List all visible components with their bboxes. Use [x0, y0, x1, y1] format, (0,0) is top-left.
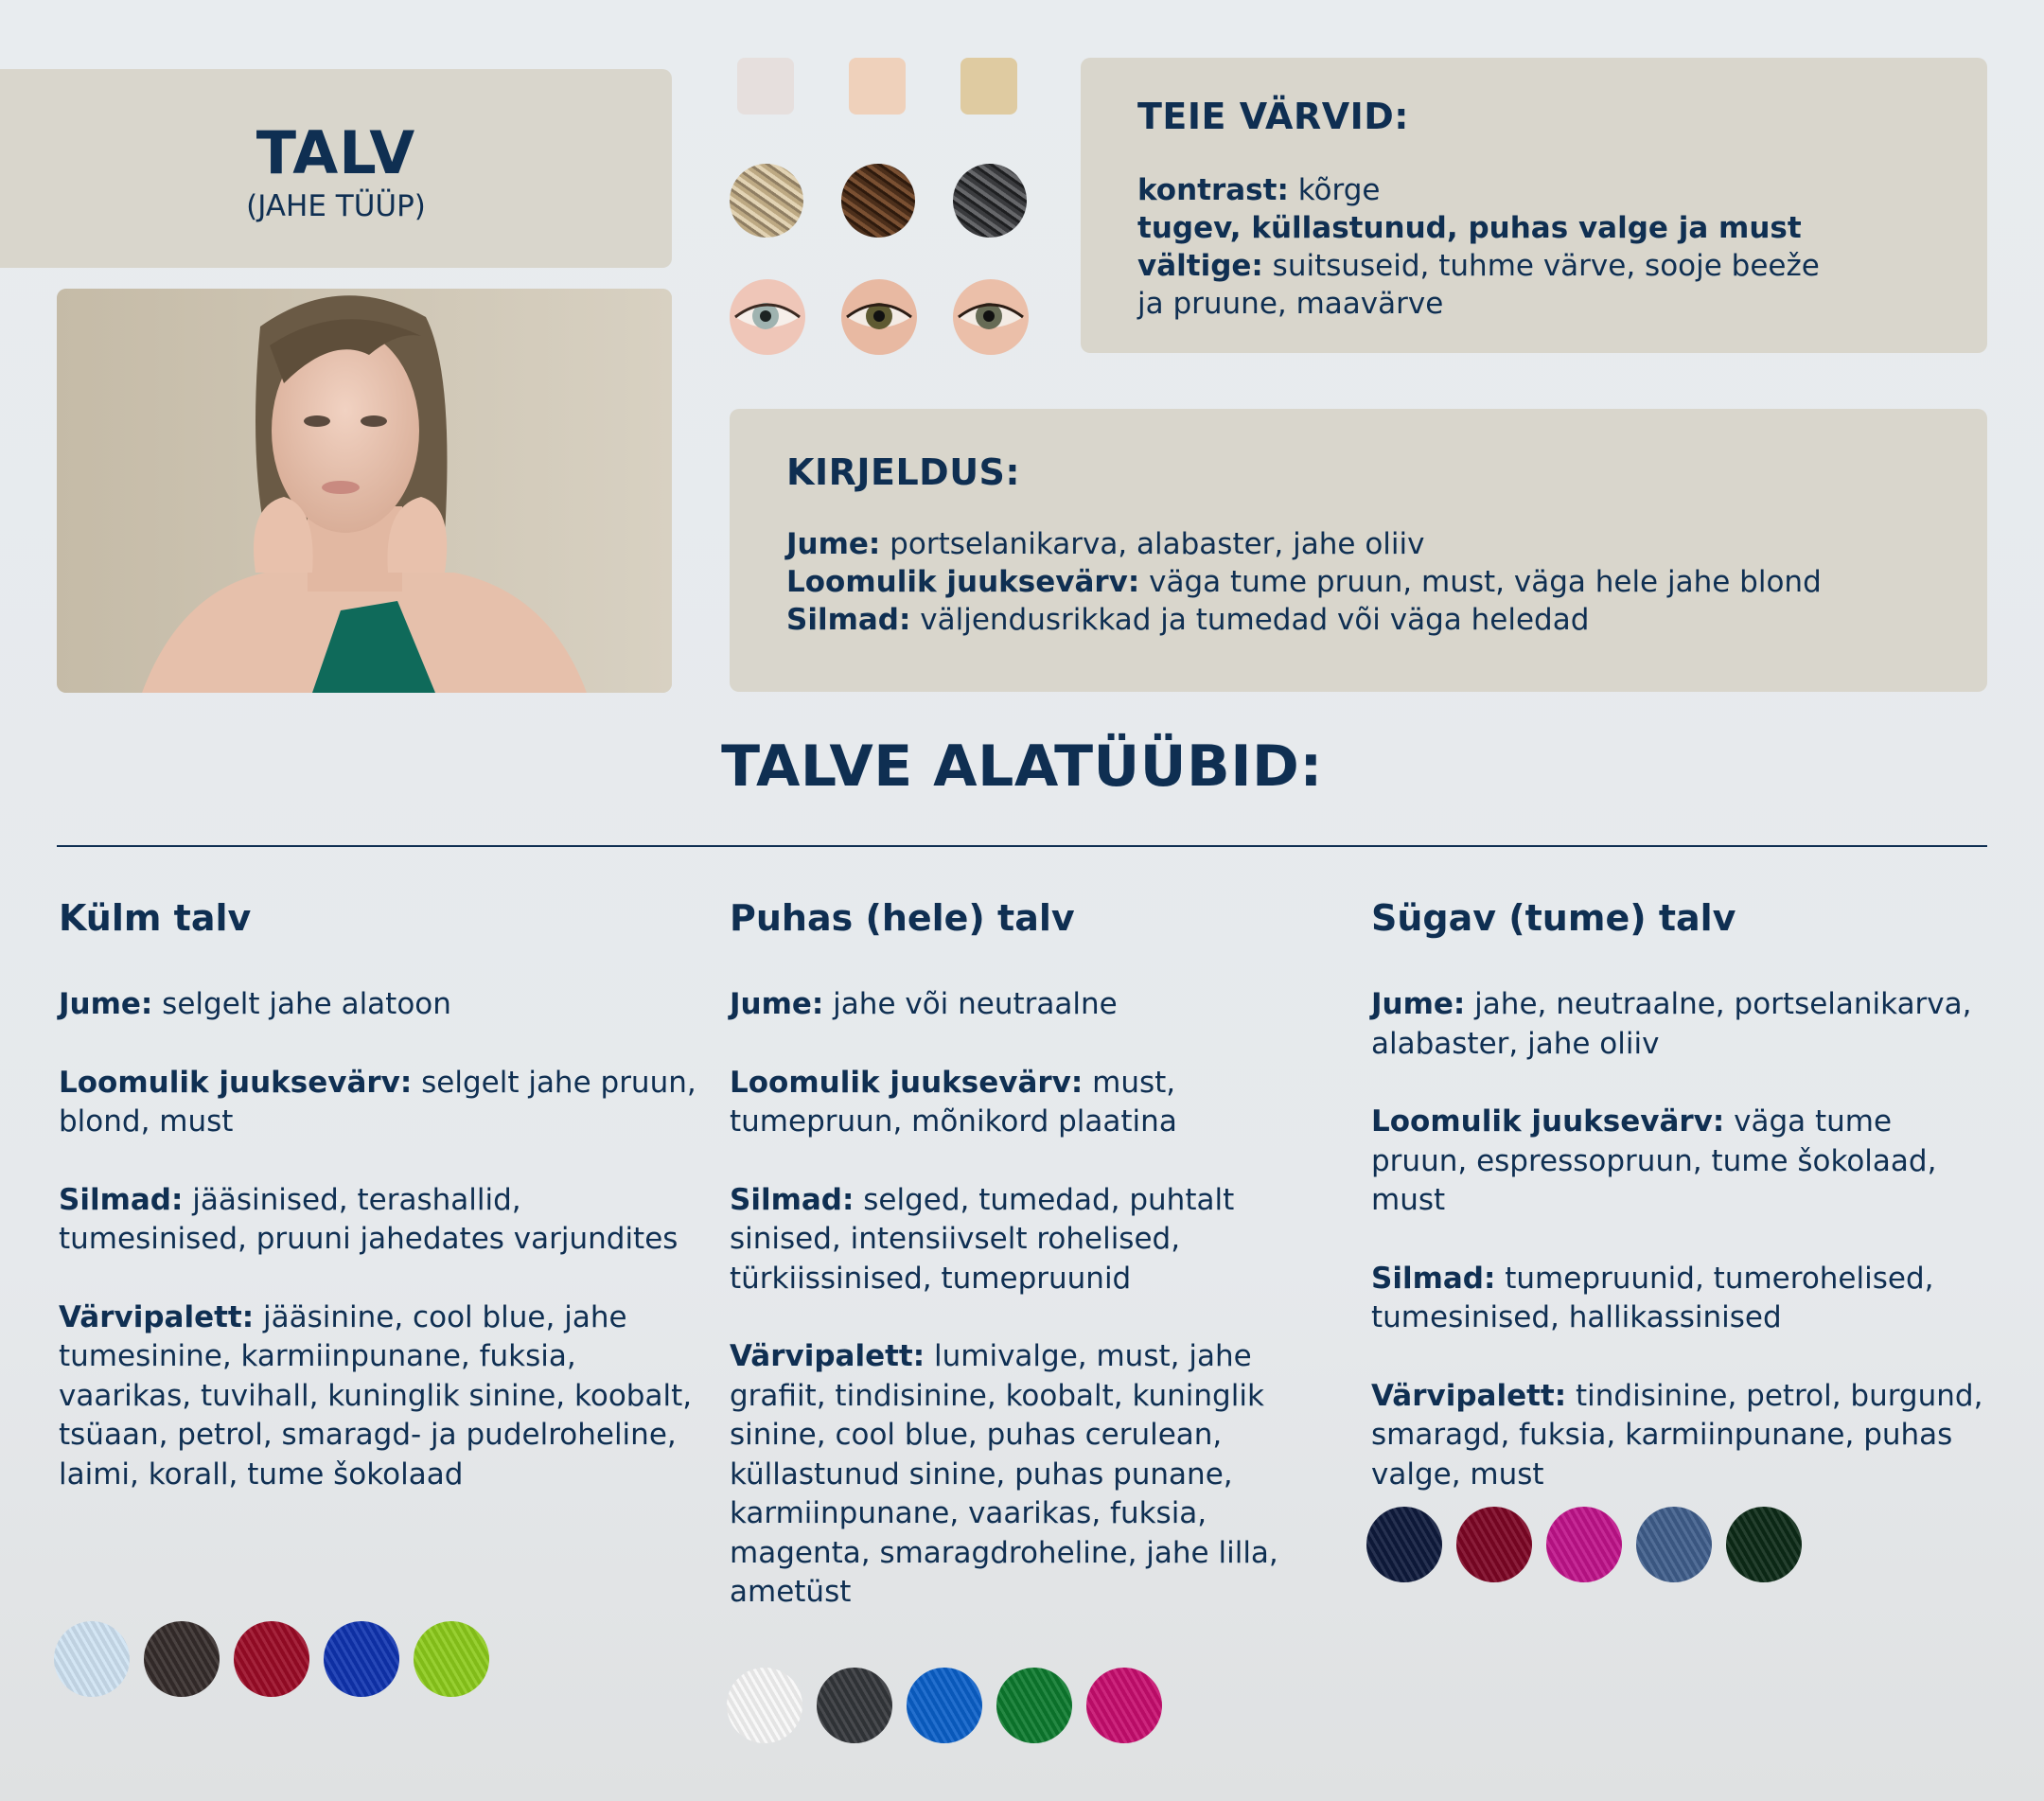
- hair-line: [786, 563, 1987, 601]
- subtype-column-clear-winter: [730, 894, 1297, 1651]
- subtype-palette: [730, 1337, 1297, 1613]
- contrast-value: kõrge: [1288, 173, 1381, 207]
- subtype-skin-value: selgelt jahe alatoon: [152, 987, 451, 1021]
- skin-line: [786, 525, 1987, 563]
- skin-swatch-porcelain: [737, 58, 794, 115]
- skin-swatch-peach: [849, 58, 906, 115]
- subtype-eyes-value: tumepruunid, tumerohelised, tumesinised, hallikassinised: [1371, 1261, 1934, 1334]
- contrast-label: kontrast:: [1137, 173, 1289, 207]
- subtype-hair: [59, 1064, 702, 1142]
- subtype-hair-label: Loomulik juuksevärv:: [730, 1065, 1084, 1100]
- hair-swatch-dark-brown: [841, 164, 915, 238]
- palette-swatch: [324, 1621, 399, 1697]
- palette-swatch: [1086, 1668, 1162, 1743]
- subtype-palette-value: lumivalge, must, jahe grafiit, tindisinine, koobalt, kuninglik sinine, cool blue, puhas cerulean, küllastunud sinine, puhas punane, karmiinpunane, vaarikas, fuksia, magenta, smaragdroheline, jahe lilla, ametüst: [730, 1339, 1278, 1609]
- subtype-eyes: [730, 1181, 1297, 1299]
- subtype-column-cold-winter: [59, 894, 702, 1533]
- subtype-eyes: [59, 1181, 702, 1260]
- palette-swatch: [144, 1621, 220, 1697]
- palette-swatch: [1366, 1507, 1442, 1582]
- model-photo-illustration: [57, 289, 672, 693]
- hair-swatch-black: [953, 164, 1027, 238]
- subtype-title: Puhas (hele) talv: [730, 897, 1075, 939]
- eye-swatch-grey-green: [953, 279, 1029, 355]
- subtype-eyes-label: Silmad:: [59, 1182, 184, 1217]
- subtype-title: Sügav (tume) talv: [1371, 897, 1736, 939]
- palette-swatch: [234, 1621, 309, 1697]
- description-heading: KIRJELDUS:: [786, 451, 1021, 493]
- subtype-eyes-value: selged, tumedad, puhtalt sinised, intensiivselt rohelised, türkiissinised, tumepruunid: [730, 1182, 1235, 1296]
- contrast-line: [1137, 171, 1987, 209]
- subtype-palette: [1371, 1377, 1986, 1495]
- subtype-hair-label: Loomulik juuksevärv:: [59, 1065, 413, 1100]
- hair-value: väga tume pruun, must, väga hele jahe blond: [1139, 565, 1822, 599]
- subtype-skin-value: jahe, neutraalne, portselanikarva, alabaster, jahe oliiv: [1371, 987, 1972, 1061]
- subtype-hair-value: selgelt jahe pruun, blond, must: [59, 1065, 696, 1139]
- subtype-skin: [1371, 985, 1986, 1064]
- avoid-line: [1137, 247, 1987, 285]
- subtype-palette-label: Värvipalett:: [1371, 1378, 1567, 1413]
- avoid-line-2: ja pruune, maavärve: [1137, 287, 1444, 321]
- subtypes-title: TALVE ALATÜÜBID:: [721, 733, 1323, 800]
- your-colors-panel: [1081, 58, 1987, 353]
- palette-swatch: [907, 1668, 982, 1743]
- subtype-eyes: [1371, 1260, 1986, 1338]
- subtype-hair-value: must, tumepruun, mõnikord plaatina: [730, 1065, 1177, 1139]
- subtype-palette-value: tindisinine, petrol, burgund, smaragd, fuksia, karmiinpunane, puhas valge, must: [1371, 1378, 1983, 1492]
- skin-label: Jume:: [786, 527, 881, 561]
- subtype-hair: [1371, 1103, 1986, 1221]
- avoid-label: vältige:: [1137, 249, 1263, 283]
- eye-swatch-light-blue: [730, 279, 805, 355]
- palette-swatch: [54, 1621, 130, 1697]
- subtype-column-deep-winter: [1371, 894, 1986, 1533]
- section-divider: [57, 845, 1987, 847]
- model-photo: [57, 289, 672, 693]
- skin-swatch-olive: [960, 58, 1017, 115]
- strong-colors-line: [1137, 209, 1987, 247]
- subtype-skin-label: Jume:: [730, 987, 824, 1021]
- avoid-value: suitsuseid, tuhme värve, sooje beeže: [1262, 249, 1820, 283]
- palette-swatch: [414, 1621, 489, 1697]
- eyes-value: väljendusrikkad ja tumedad või väga heledad: [910, 603, 1590, 637]
- strong-colors-text: tugev, küllastunud, puhas valge ja must: [1137, 211, 1802, 245]
- subtype-eyes-label: Silmad:: [730, 1182, 855, 1217]
- subtype-palette-label: Värvipalett:: [730, 1339, 925, 1373]
- subtype-hair: [730, 1064, 1297, 1142]
- subtype-palette: [59, 1298, 702, 1495]
- palette-swatch: [1456, 1507, 1532, 1582]
- your-colors-heading: TEIE VÄRVID:: [1137, 96, 1409, 137]
- subtype-skin: [59, 985, 702, 1025]
- subtype-skin-value: jahe või neutraalne: [823, 987, 1118, 1021]
- subtype-hair-label: Loomulik juuksevärv:: [1371, 1104, 1725, 1139]
- palette-swatch: [996, 1668, 1072, 1743]
- skin-value: portselanikarva, alabaster, jahe oliiv: [880, 527, 1425, 561]
- subtype-skin-label: Jume:: [59, 987, 153, 1021]
- palette-swatch: [1636, 1507, 1712, 1582]
- subtype-skin-label: Jume:: [1371, 987, 1466, 1021]
- description-panel: [730, 409, 1987, 692]
- subtype-eyes-label: Silmad:: [1371, 1261, 1496, 1296]
- palette-swatch: [727, 1668, 802, 1743]
- subtype-palette-label: Värvipalett:: [59, 1299, 255, 1334]
- eyes-line: [786, 601, 1987, 639]
- subtype-eyes-value: jääsinised, terashallid, tumesinised, pruuni jahedates varjundites: [59, 1182, 678, 1256]
- subtype-palette-value: jääsinine, cool blue, jahe tumesinine, karmiinpunane, fuksia, vaarikas, tuvihall, kuninglik sinine, koobalt, tsüaan, petrol, smaragd- ja pudelroheline, laimi, korall, tume šokolaad: [59, 1299, 693, 1492]
- palette-swatch: [1726, 1507, 1802, 1582]
- season-subtitle: (JAHE TÜÜP): [246, 189, 426, 223]
- eye-swatch-hazel: [841, 279, 917, 355]
- palette-swatch: [817, 1668, 892, 1743]
- hair-swatch-light-blonde: [730, 164, 803, 238]
- hair-label: Loomulik juuksevärv:: [786, 565, 1140, 599]
- subtype-title: Külm talv: [59, 897, 252, 939]
- subtype-skin: [730, 985, 1297, 1025]
- season-title: TALV: [256, 118, 416, 187]
- season-title-panel: [0, 69, 672, 268]
- palette-swatch: [1546, 1507, 1622, 1582]
- eyes-label: Silmad:: [786, 603, 911, 637]
- subtype-hair-value: väga tume pruun, espressopruun, tume šokolaad, must: [1371, 1104, 1937, 1217]
